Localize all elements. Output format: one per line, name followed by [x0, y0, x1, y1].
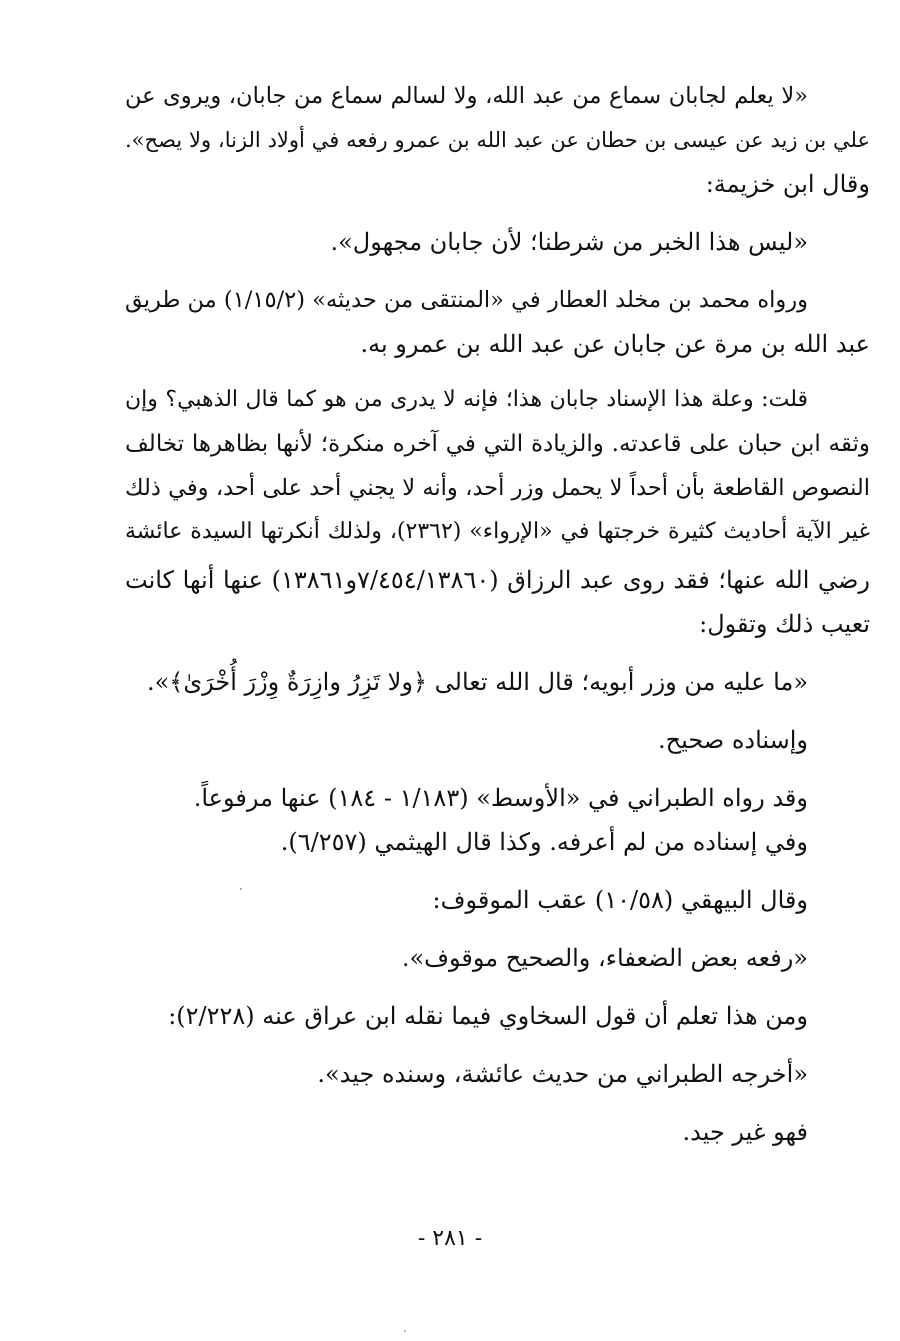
text-line: ورواه محمد بن مخلد العطار في «المنتقى من حديثه» (١/١٥/٢) من طريق: [125, 287, 808, 313]
text-line: وقد رواه الطبراني في «الأوسط» (١/١٨٣ - ١٨٤) عنها مرفوعاً.: [193, 784, 808, 812]
page-number: - ٢٨١ -: [417, 1226, 483, 1251]
text-line: «ما عليه من وزر أبويه؛ قال الله تعالى ﴿ولا تَزِرُ وازِرَةٌ وِزْرَ أُخْرَىٰ﴾».: [146, 668, 808, 696]
text-line: قلت: وعلة هذا الإسناد جابان هذا؛ فإنه لا يدرى من هو كما قال الذهبي؟ وإن: [125, 387, 808, 412]
text-line: وقال البيهقي (١٠/٥٨) عقب الموقوف:: [432, 886, 808, 914]
scan-speck: [240, 888, 242, 890]
scan-speck: [404, 1330, 406, 1332]
text-line: وفي إسناده من لم أعرفه. وكذا قال الهيثمي (٦/٢٥٧).: [280, 828, 808, 856]
text-line: رضي الله عنها؛ فقد روى عبد الرزاق (٧/٤٥٤/١٣٨٦٠و١٣٨٦١) عنها أنها كانت: [125, 566, 870, 594]
text-line: «ليس هذا الخبر من شرطنا؛ لأن جابان مجهول».: [330, 228, 808, 256]
text-line: عبد الله بن مرة عن جابان عن عبد الله بن عمرو به.: [360, 330, 870, 358]
text-line: وقال ابن خزيمة:: [705, 170, 870, 198]
text-line: غير الآية أحاديث كثيرة خرجتها في «الإرواء» (٢٣٦٢)، ولذلك أنكرتها السيدة عائشة: [125, 519, 870, 544]
text-line: علي بن زيد عن عيسى بن حطان عن عبد الله بن عمرو رفعه في أولاد الزنا، ولا يصح».: [125, 128, 870, 152]
text-line: «أخرجه الطبراني من حديث عائشة، وسنده جيد».: [317, 1060, 808, 1088]
text-line: النصوص القاطعة بأن أحداً لا يحمل وزر أحد، وأنه لا يجني أحد على أحد، وفي ذلك: [125, 475, 870, 501]
text-line: ومن هذا تعلم أن قول السخاوي فيما نقله ابن عراق عنه (٢/٢٢٨):: [168, 1002, 808, 1030]
text-line: «لا يعلم لجابان سماع من عبد الله، ولا لسالم سماع من جابان، ويروى عن: [125, 83, 808, 109]
text-line: وإسناده صحيح.: [657, 726, 808, 754]
text-line: «رفعه بعض الضعفاء، والصحيح موقوف».: [401, 944, 808, 972]
text-line: فهو غير جيد.: [682, 1118, 808, 1146]
text-line: تعيب ذلك وتقول:: [699, 610, 870, 638]
text-line: وثقه ابن حبان على قاعدته. والزيادة التي في آخره منكرة؛ لأنها بظاهرها تخالف: [125, 431, 870, 457]
